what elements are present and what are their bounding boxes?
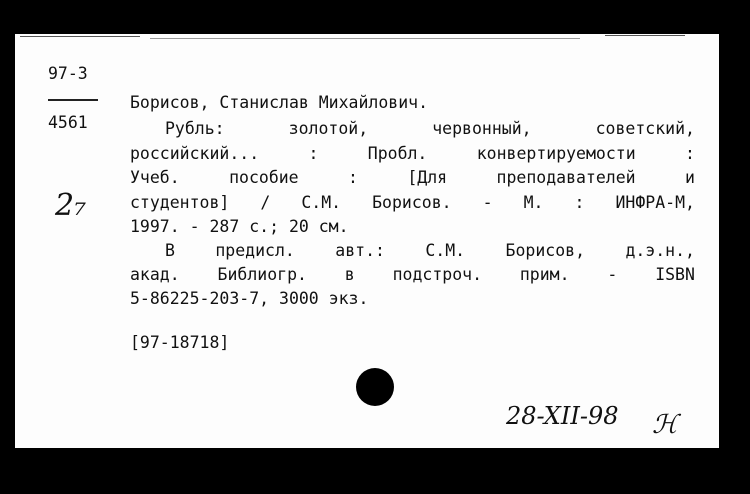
card-text-line — [130, 291, 368, 308]
punch-hole — [356, 368, 394, 406]
call-number-bottom: 4561 — [48, 113, 88, 132]
card-word: предисл. — [215, 241, 295, 260]
card-word: Рубль: — [165, 119, 225, 138]
card-word: В — [165, 241, 175, 260]
handwritten-shelf-mark: 2₇ — [55, 188, 87, 223]
card-word: червонный, — [432, 119, 532, 138]
card-word: ISBN — [655, 265, 695, 284]
card-word: авт.: — [335, 241, 385, 260]
card-word: : — [685, 144, 695, 163]
card-word: российский... — [130, 144, 260, 163]
card-word: : — [308, 144, 319, 163]
card-word: : — [348, 168, 358, 187]
card-word: - — [482, 193, 493, 212]
card-word: / — [260, 193, 271, 212]
card-word: золотой, — [288, 119, 369, 138]
card-word: советский, — [595, 119, 695, 138]
card-word: преподавателей — [496, 168, 636, 187]
card-word: С.М. — [425, 241, 466, 260]
card-word: Учеб. — [130, 168, 180, 187]
card-word: д.э.н., — [625, 241, 695, 260]
scan-speck — [605, 35, 685, 36]
card-word: [Для — [407, 168, 448, 187]
card-text-line — [130, 146, 695, 163]
card-word: Пробл. — [367, 144, 428, 163]
card-word: прим. — [519, 265, 570, 284]
card-word: студентов] — [130, 193, 230, 212]
card-text-line — [130, 267, 695, 284]
card-text-line — [130, 219, 349, 236]
card-word: конвертируемости — [476, 144, 636, 163]
card-text-line — [165, 121, 695, 138]
handwritten-date: 28-XII-98 — [506, 402, 619, 430]
card-word: и — [685, 168, 695, 187]
card-word: : — [574, 193, 585, 212]
card-word: С.М. — [301, 193, 342, 212]
card-word: 5-86225-203-7, 3000 экз. — [130, 289, 369, 308]
card-word: подстроч. — [392, 265, 482, 284]
card-word: Борисов, — [505, 241, 586, 260]
scan-speck — [20, 36, 140, 37]
handwritten-initials: ℋ — [652, 410, 678, 440]
author-heading: Борисов, Станислав Михайлович. — [130, 93, 429, 112]
scan-speck — [150, 38, 580, 39]
card-word: пособие — [229, 168, 299, 187]
card-word: в — [344, 265, 355, 284]
card-word: ИНФРА-М, — [615, 193, 695, 212]
card-word: 1997. - 287 с.; 20 см. — [130, 217, 349, 236]
card-word: Борисов. — [372, 193, 452, 212]
card-word: Библиогр. — [217, 265, 307, 284]
card-text-line — [130, 170, 695, 187]
call-number-top: 97-3 — [48, 64, 88, 83]
card-word: акад. — [130, 265, 180, 284]
card-word: М. — [523, 193, 544, 212]
call-number-rule — [48, 99, 98, 101]
card-text-line — [165, 243, 695, 260]
card-word: - — [607, 265, 618, 284]
record-number: [97-18718] — [130, 333, 230, 352]
card-text-line — [130, 195, 695, 212]
